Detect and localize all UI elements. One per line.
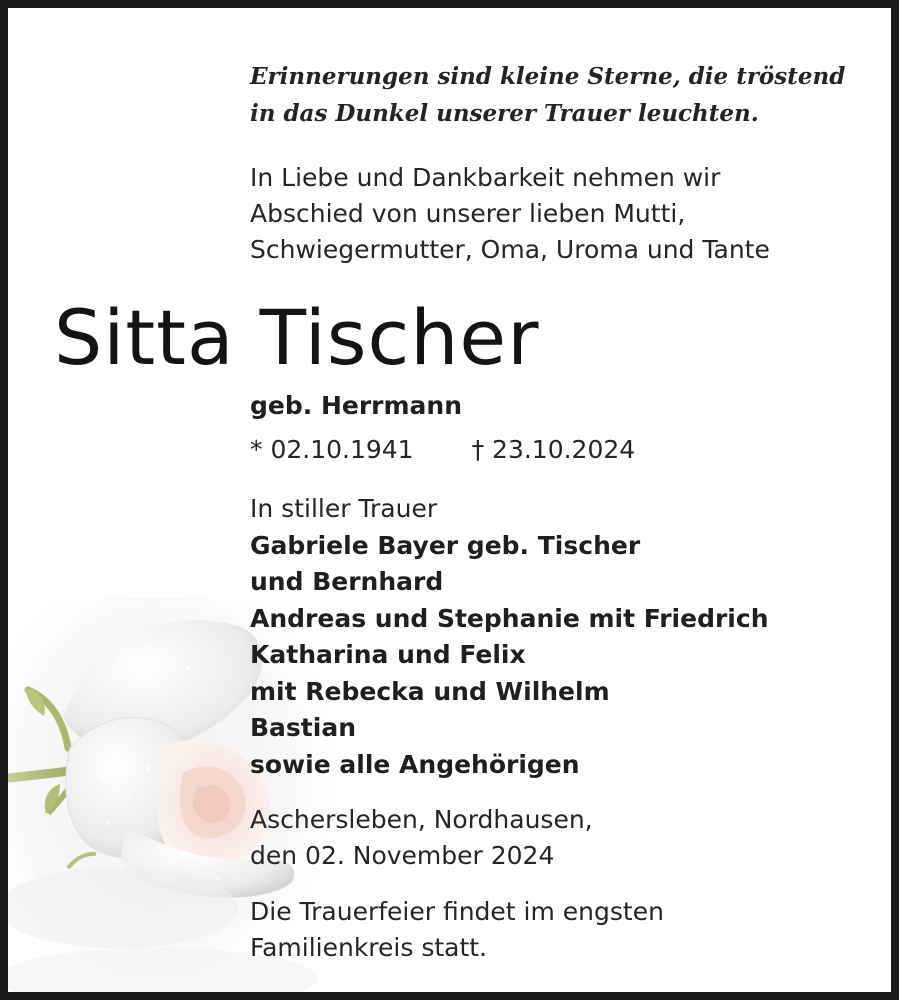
mourner-line: Bastian: [250, 713, 356, 742]
mourner-line: Gabriele Bayer geb. Tischer: [250, 530, 641, 560]
birth-name: geb. Herrmann: [250, 391, 462, 420]
quote-line: Erinnerungen sind kleine Sterne, die tröstend: [250, 63, 846, 90]
memorial-quote: [250, 58, 845, 132]
intro-line: In Liebe und Dankbarkeit nehmen wir: [250, 163, 721, 192]
life-dates: [250, 432, 635, 468]
intro-line: Abschied von unserer lieben Mutti,: [250, 199, 686, 228]
funeral-note: [250, 894, 664, 966]
intro-line: Schwiegermutter, Oma, Uroma und Tante: [250, 235, 770, 264]
mourner-line: Andreas und Stephanie mit Friedrich: [250, 603, 769, 633]
mourner-line: und Bernhard: [250, 567, 444, 596]
note-line: Familienkreis statt.: [250, 933, 488, 962]
mourner-line: Katharina und Felix: [250, 640, 526, 669]
mourners-lead: In stiller Trauer: [250, 494, 438, 523]
mourners-list: [250, 491, 769, 783]
mourner-line: sowie alle Angehörigen: [250, 749, 580, 779]
place-and-date: [250, 802, 593, 874]
mourner-line: mit Rebecka und Wilhelm: [250, 676, 610, 706]
death-date: † 23.10.2024: [471, 435, 636, 464]
quote-line: in das Dunkel unserer Trauer leuchten.: [250, 100, 759, 127]
deceased-name: Sitta Tischer: [54, 293, 540, 382]
place-line: Aschersleben, Nordhausen,: [250, 805, 593, 834]
farewell-intro: [250, 160, 770, 268]
note-line: Die Trauerfeier findet im engsten: [250, 897, 664, 926]
date-line: den 02. November 2024: [250, 841, 555, 870]
birth-date: * 02.10.1941: [250, 435, 414, 464]
